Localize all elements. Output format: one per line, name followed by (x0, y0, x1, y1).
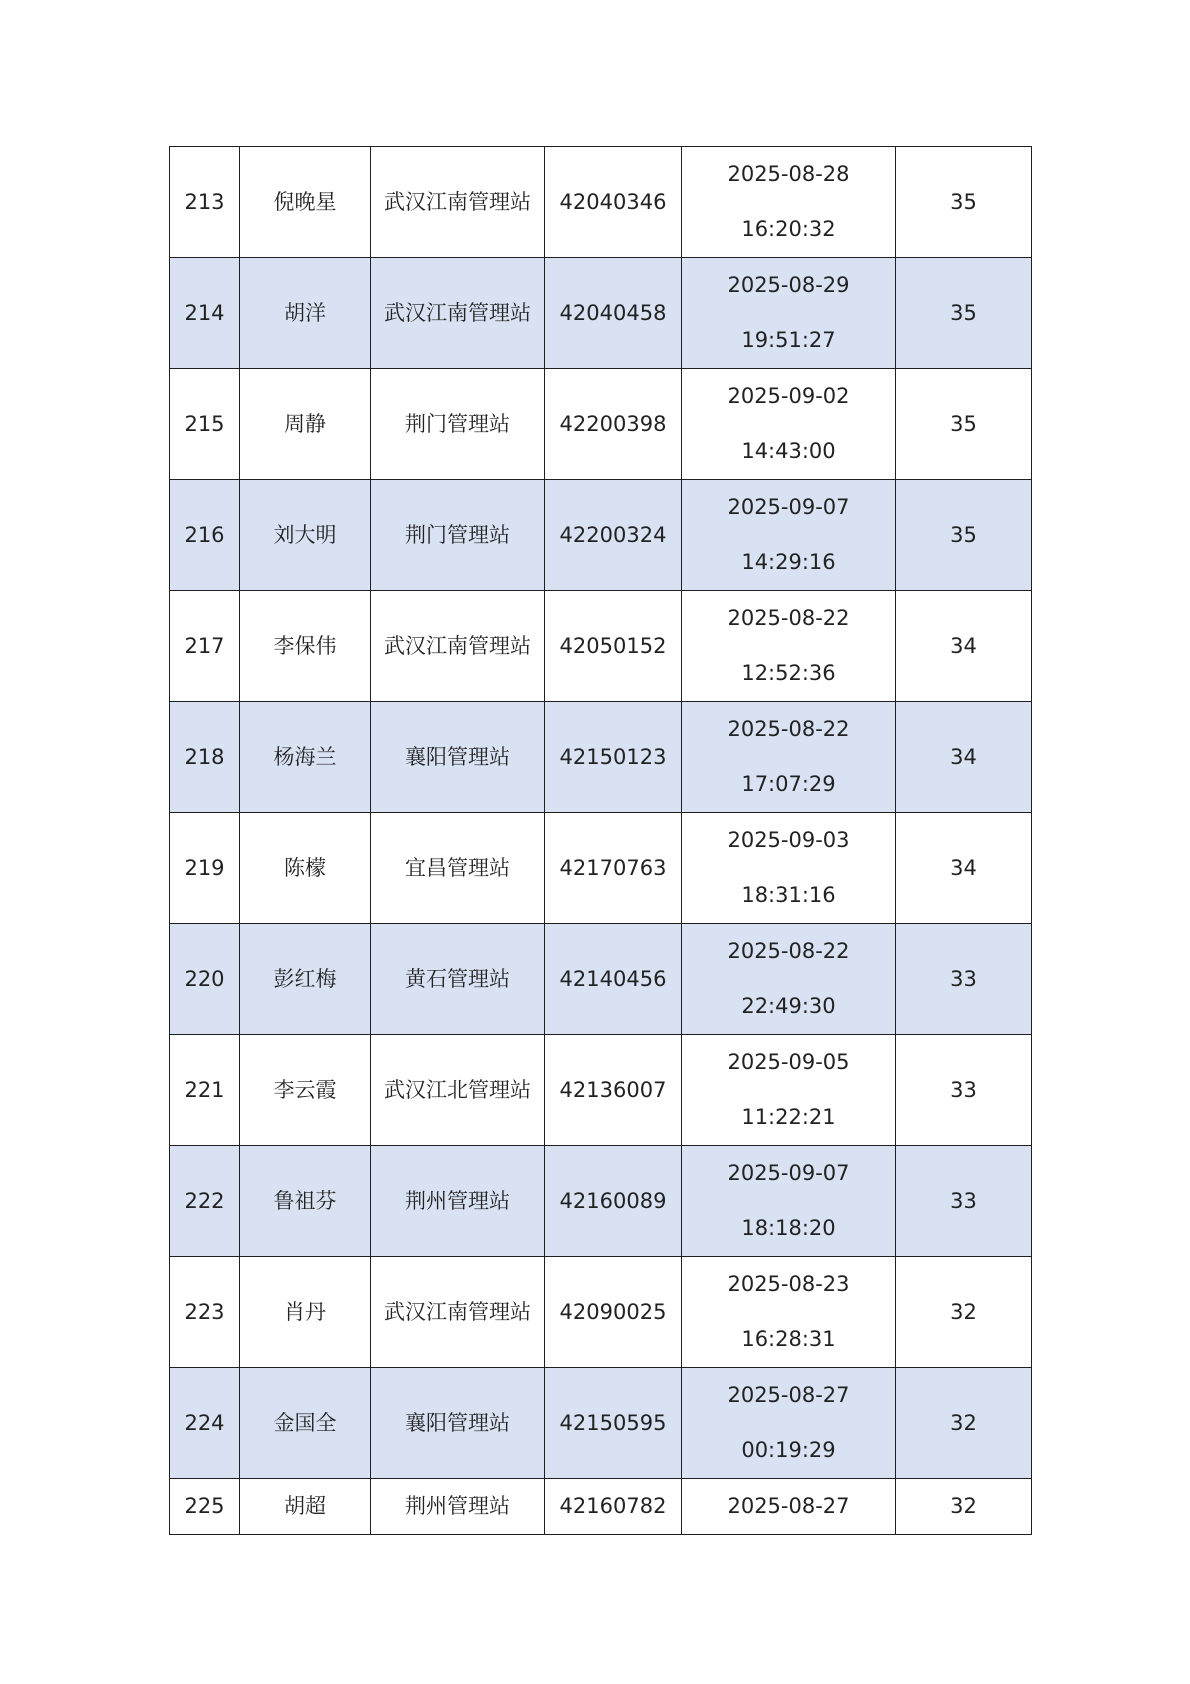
person-name-cell: 杨海兰 (240, 702, 371, 813)
station-cell: 黄石管理站 (371, 924, 545, 1035)
time-text: 16:20:32 (741, 217, 836, 241)
score-cell: 34 (896, 702, 1032, 813)
datetime-cell (682, 1035, 896, 1146)
person-name-cell: 李保伟 (240, 591, 371, 702)
table-row (170, 1146, 1032, 1257)
code-cell: 42140456 (545, 924, 682, 1035)
datetime-cell (682, 1257, 896, 1368)
score-cell: 35 (896, 147, 1032, 258)
station-cell: 襄阳管理站 (371, 1368, 545, 1479)
score-cell: 32 (896, 1479, 1032, 1535)
row-index-cell: 221 (170, 1035, 240, 1146)
row-index-cell: 216 (170, 480, 240, 591)
time-text: 11:22:21 (741, 1105, 836, 1129)
row-index-cell: 224 (170, 1368, 240, 1479)
code-cell: 42170763 (545, 813, 682, 924)
station-cell: 荆州管理站 (371, 1146, 545, 1257)
datetime-cell (682, 1368, 896, 1479)
datetime-cell (682, 1146, 896, 1257)
code-cell: 42040458 (545, 258, 682, 369)
person-name-cell: 倪晚星 (240, 147, 371, 258)
score-cell: 32 (896, 1368, 1032, 1479)
time-text: 16:28:31 (741, 1327, 836, 1351)
table-row (170, 702, 1032, 813)
row-index-cell: 213 (170, 147, 240, 258)
score-cell: 33 (896, 1035, 1032, 1146)
time-text: 17:07:29 (741, 772, 836, 796)
date-text: 2025-08-27 (727, 1494, 850, 1518)
date-text: 2025-09-03 (727, 828, 850, 852)
score-cell: 33 (896, 924, 1032, 1035)
row-index-cell: 215 (170, 369, 240, 480)
station-cell: 武汉江南管理站 (371, 1257, 545, 1368)
time-text: 18:18:20 (741, 1216, 836, 1240)
score-cell: 33 (896, 1146, 1032, 1257)
table-row (170, 1479, 1032, 1535)
date-text: 2025-08-29 (727, 273, 850, 297)
table-row (170, 480, 1032, 591)
datetime-cell (682, 147, 896, 258)
person-name-cell: 李云霞 (240, 1035, 371, 1146)
row-index-cell: 219 (170, 813, 240, 924)
score-cell: 35 (896, 369, 1032, 480)
code-cell: 42150595 (545, 1368, 682, 1479)
datetime-cell (682, 924, 896, 1035)
time-text: 18:31:16 (741, 883, 836, 907)
station-cell: 宜昌管理站 (371, 813, 545, 924)
score-cell: 34 (896, 591, 1032, 702)
datetime-cell (682, 369, 896, 480)
score-cell: 35 (896, 258, 1032, 369)
code-cell: 42136007 (545, 1035, 682, 1146)
table-row (170, 258, 1032, 369)
date-text: 2025-08-22 (727, 606, 850, 630)
station-cell: 武汉江北管理站 (371, 1035, 545, 1146)
table-row (170, 1257, 1032, 1368)
score-cell: 35 (896, 480, 1032, 591)
time-text: 12:52:36 (741, 661, 836, 685)
table-row (170, 813, 1032, 924)
code-cell: 42160089 (545, 1146, 682, 1257)
code-cell: 42150123 (545, 702, 682, 813)
table-row (170, 1035, 1032, 1146)
datetime-cell (682, 591, 896, 702)
person-name-cell: 胡超 (240, 1479, 371, 1535)
person-name-cell: 彭红梅 (240, 924, 371, 1035)
datetime-cell (682, 1479, 896, 1535)
row-index-cell: 225 (170, 1479, 240, 1535)
code-cell: 42200324 (545, 480, 682, 591)
date-text: 2025-08-28 (727, 162, 850, 186)
records-table-body (170, 147, 1032, 1535)
code-cell: 42160782 (545, 1479, 682, 1535)
date-text: 2025-09-07 (727, 1161, 850, 1185)
datetime-cell (682, 258, 896, 369)
time-text: 19:51:27 (741, 328, 836, 352)
code-cell: 42090025 (545, 1257, 682, 1368)
datetime-cell (682, 702, 896, 813)
date-text: 2025-09-05 (727, 1050, 850, 1074)
date-text: 2025-08-23 (727, 1272, 850, 1296)
station-cell: 襄阳管理站 (371, 702, 545, 813)
row-index-cell: 218 (170, 702, 240, 813)
date-text: 2025-08-27 (727, 1383, 850, 1407)
table-row (170, 924, 1032, 1035)
person-name-cell: 鲁祖芬 (240, 1146, 371, 1257)
person-name-cell: 肖丹 (240, 1257, 371, 1368)
code-cell: 42200398 (545, 369, 682, 480)
time-text: 00:19:29 (741, 1438, 836, 1462)
station-cell: 荆州管理站 (371, 1479, 545, 1535)
person-name-cell: 胡洋 (240, 258, 371, 369)
table-row (170, 591, 1032, 702)
time-text: 14:43:00 (741, 439, 836, 463)
row-index-cell: 223 (170, 1257, 240, 1368)
table-row (170, 147, 1032, 258)
code-cell: 42050152 (545, 591, 682, 702)
datetime-cell (682, 813, 896, 924)
code-cell: 42040346 (545, 147, 682, 258)
person-name-cell: 刘大明 (240, 480, 371, 591)
person-name-cell: 陈檬 (240, 813, 371, 924)
station-cell: 武汉江南管理站 (371, 591, 545, 702)
time-text: 22:49:30 (741, 994, 836, 1018)
date-text: 2025-08-22 (727, 939, 850, 963)
records-table (169, 146, 1032, 1535)
table-row (170, 369, 1032, 480)
row-index-cell: 220 (170, 924, 240, 1035)
station-cell: 武汉江南管理站 (371, 258, 545, 369)
date-text: 2025-09-07 (727, 495, 850, 519)
station-cell: 荆门管理站 (371, 369, 545, 480)
table-row (170, 1368, 1032, 1479)
person-name-cell: 金国全 (240, 1368, 371, 1479)
date-text: 2025-09-02 (727, 384, 850, 408)
row-index-cell: 222 (170, 1146, 240, 1257)
row-index-cell: 217 (170, 591, 240, 702)
row-index-cell: 214 (170, 258, 240, 369)
station-cell: 荆门管理站 (371, 480, 545, 591)
person-name-cell: 周静 (240, 369, 371, 480)
station-cell: 武汉江南管理站 (371, 147, 545, 258)
score-cell: 32 (896, 1257, 1032, 1368)
time-text: 14:29:16 (741, 550, 836, 574)
datetime-cell (682, 480, 896, 591)
date-text: 2025-08-22 (727, 717, 850, 741)
score-cell: 34 (896, 813, 1032, 924)
